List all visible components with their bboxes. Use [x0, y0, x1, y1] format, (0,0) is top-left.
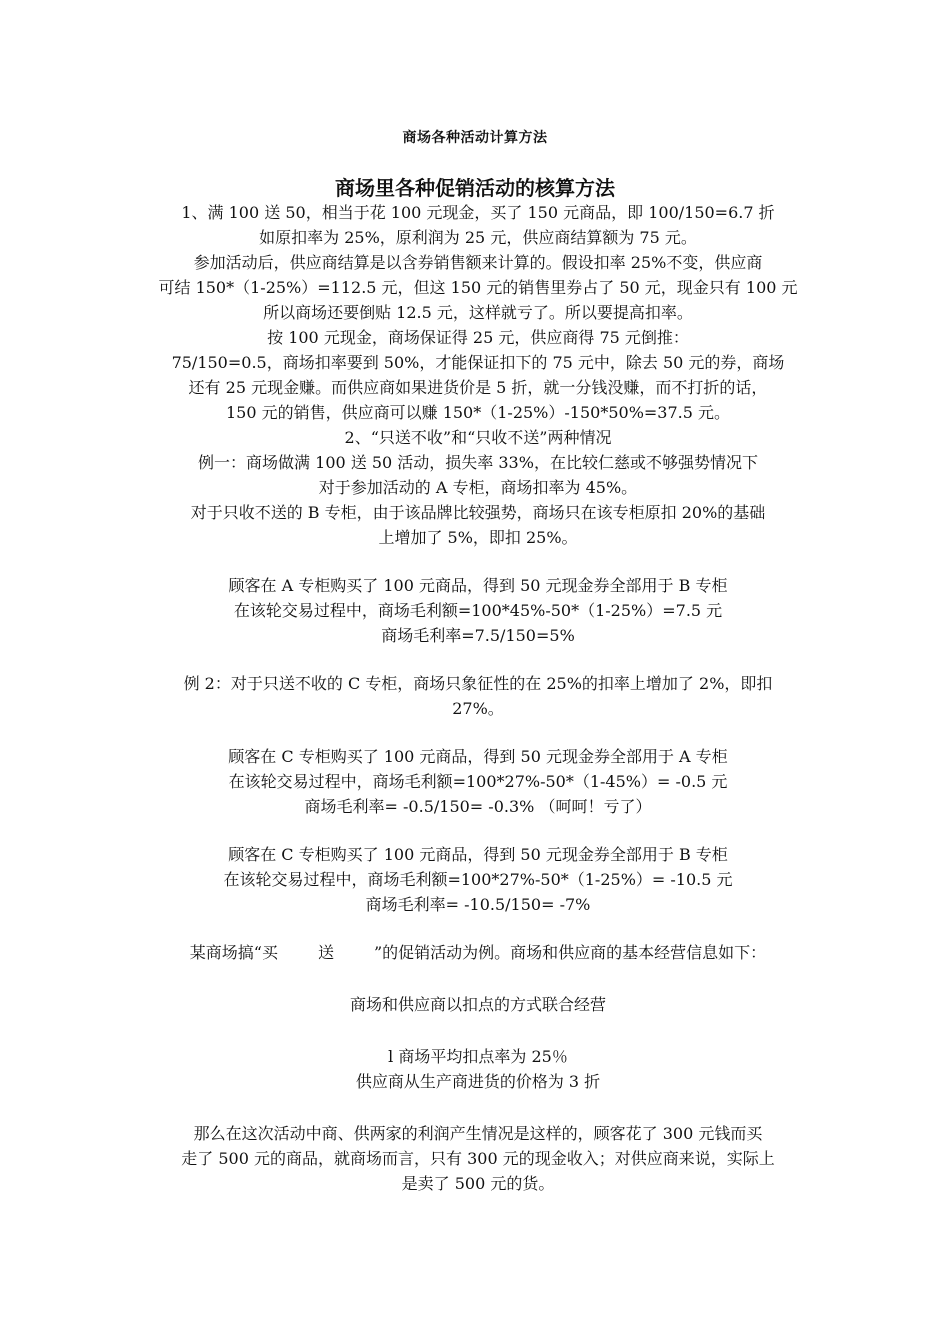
paragraph-line [140, 940, 816, 965]
paragraph-line: 商场毛利率= -10.5/150= -7% [365, 895, 591, 914]
document-title: 商场各种活动计算方法 [402, 130, 548, 146]
section-1 [140, 200, 816, 425]
paragraph-line: 可结 150*（1-25%）=112.5 元，但这 150 元的销售里券占了 50 元，现金只有 100 元 [158, 278, 798, 297]
case-intro-part-2: 送 [317, 943, 334, 962]
spacer [140, 721, 816, 744]
example-2 [140, 671, 816, 721]
example-2-calculation-b [140, 842, 816, 917]
paragraph-line: 150 元的销售，供应商可以赚 150*（1-25%）-150*50%=37.5 元。 [225, 403, 731, 422]
case-mode [140, 992, 816, 1017]
paragraph-line: 那么在这次活动中商、供两家的利润产生情况是这样的，顾客花了 300 元钱而买 [193, 1124, 763, 1143]
spacer [140, 965, 816, 992]
paragraph-line: 参加活动后，供应商结算是以含券销售额来计算的。假设扣率 25%不变，供应商 [193, 253, 763, 272]
paragraph-line: 商场毛利率= -0.5/150= -0.3% （呵呵！亏了） [304, 797, 652, 816]
example-2-calculation-a [140, 744, 816, 819]
paragraph-line: 例一：商场做满 100 送 50 活动，损失率 33%，在比较仁慈或不够强势情况下 [198, 453, 758, 472]
case-intro-part-3: ”的促销活动为例。商场和供应商的基本经营信息如下： [374, 943, 767, 962]
paragraph-line: 对于参加活动的 A 专柜，商场扣率为 45%。 [318, 478, 638, 497]
paragraph-line: 75/150=0.5，商场扣率要到 50%，才能保证扣下的 75 元中，除去 50 元的券，商场 [171, 353, 785, 372]
paragraph-line: 27%。 [452, 699, 504, 718]
main-heading: 商场里各种促销活动的核算方法 [335, 176, 615, 200]
paragraph-line: 例 2：对于只送不收的 C 专柜，商场只象征性的在 25%的扣率上增加了 2%，即扣 [183, 674, 773, 693]
case-conclusion [140, 1121, 816, 1196]
spacer [140, 648, 816, 671]
paragraph-line: 商场和供应商以扣点的方式联合经营 [349, 995, 606, 1014]
paragraph-line: 顾客在 A 专柜购买了 100 元商品，得到 50 元现金券全部用于 B 专柜 [228, 576, 728, 595]
paragraph-line: 在该轮交易过程中，商场毛利额=100*27%-50*（1-45%）= -0.5 元 [228, 772, 728, 791]
paragraph-line: 是卖了 500 元的货。 [401, 1174, 555, 1193]
paragraph-line: 商场毛利率=7.5/150=5% [381, 626, 575, 645]
paragraph-line: 对于只收不送的 B 专柜，由于该品牌比较强势，商场只在该专柜原扣 20%的基础 [190, 503, 766, 522]
example-1-calculation [140, 573, 816, 648]
paragraph-line: 还有 25 元现金赚。而供应商如果进货价是 5 折，就一分钱没赚，而不打折的话， [188, 378, 768, 397]
spacer [140, 550, 816, 573]
paragraph-line: 顾客在 C 专柜购买了 100 元商品，得到 50 元现金券全部用于 A 专柜 [228, 747, 728, 766]
list-item: 供应商从生产商进货的价格为 3 折 [355, 1072, 601, 1091]
section-2 [140, 425, 816, 550]
spacer [140, 1094, 816, 1121]
paragraph-line: 在该轮交易过程中，商场毛利额=100*45%-50*（1-25%）=7.5 元 [233, 601, 723, 620]
paragraph-line: 按 100 元现金，商场保证得 25 元，供应商得 75 元倒推： [267, 328, 689, 347]
spacer [140, 1017, 816, 1044]
case-intro [140, 940, 816, 965]
paragraph-line: 在该轮交易过程中，商场毛利额=100*27%-50*（1-25%）= -10.5 元 [223, 870, 733, 889]
paragraph-line: 顾客在 C 专柜购买了 100 元商品，得到 50 元现金券全部用于 B 专柜 [228, 845, 728, 864]
section-heading: 2、“只送不收”和“只收不送”两种情况 [344, 428, 612, 447]
paragraph-line: 所以商场还要倒贴 12.5 元，这样就亏了。所以要提高扣率。 [263, 303, 693, 322]
paragraph-line: 如原扣率为 25%，原利润为 25 元，供应商结算额为 75 元。 [259, 228, 697, 247]
paragraph-line: 走了 500 元的商品，就商场而言，只有 300 元的现金收入；对供应商来说，实际上 [181, 1149, 775, 1168]
spacer [140, 819, 816, 842]
case-info [140, 1044, 816, 1094]
list-item: l 商场平均扣点率为 25％ [388, 1047, 568, 1066]
case-intro-part-1: 某商场搞“买 [189, 943, 278, 962]
paragraph-line: 1、满 100 送 50，相当于花 100 元现金，买了 150 元商品，即 100/150=6.7 折 [181, 203, 775, 222]
spacer [140, 917, 816, 940]
paragraph-line: 上增加了 5%，即扣 25%。 [378, 528, 578, 547]
document-body [140, 200, 816, 1196]
